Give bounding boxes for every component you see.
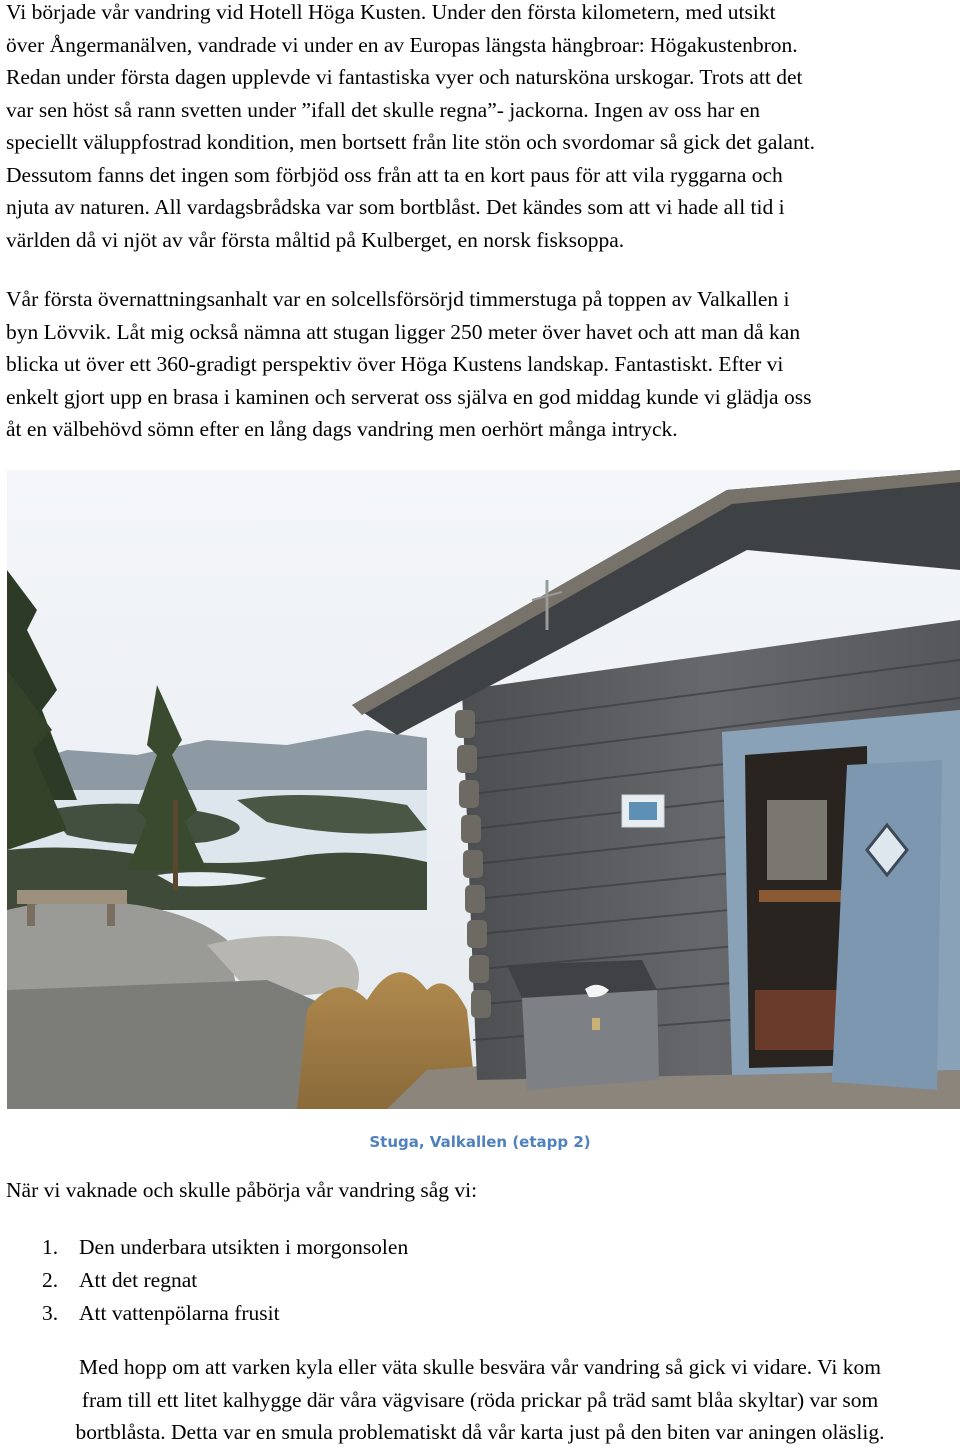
list-text: Att vattenpölarna frusit <box>79 1301 280 1325</box>
list-item <box>42 1297 408 1330</box>
text-line: Vi började vår vandring vid Hotell Höga Kusten. Under den första kilometern, med utsikt <box>6 0 776 24</box>
cabin-photo <box>7 470 960 1109</box>
text-line: njuta av naturen. All vardagsbrådska var som bortblåst. Det kändes som att vi hade all tid i <box>6 195 785 219</box>
list-text: Den underbara utsikten i morgonsolen <box>79 1235 409 1259</box>
text-line: Med hopp om att varken kyla eller väta skulle besvära vår vandring så gick vi vidare. Vi kom <box>79 1355 881 1379</box>
text-line: byn Lövvik. Låt mig också nämna att stugan ligger 250 meter över havet och att man då kan <box>6 319 801 344</box>
open-door <box>832 760 942 1090</box>
bench-leg <box>27 904 35 926</box>
text-line: blicka ut över ett 360-gradigt perspektiv över Höga Kustens landskap. Fantastiskt. Efter vi <box>6 352 784 376</box>
text-line: över Ångermanälven, vandrade vi under en av Europas längsta hängbroar: Högakustenbron. <box>6 32 798 57</box>
bench-seat <box>17 890 127 904</box>
wall-sign-image <box>629 802 657 820</box>
text-line: enkelt gjort upp en brasa i kaminen och serverat oss själva en god middag kunde vi glädja oss <box>6 384 812 409</box>
wooden-chest <box>522 990 659 1090</box>
text-line: bortblåsta. Detta var en smula problematiskt då vår karta just på den biten var aningen oläslig. <box>75 1420 885 1444</box>
list-intro: När vi vaknade och skulle påbörja vår vandring såg vi: <box>6 1178 478 1202</box>
list-text: Att det regnat <box>79 1268 198 1292</box>
text-line: Dessutom fanns det ingen som förbjöd oss från att ta en kort paus för att vila ryggarna och <box>6 162 783 187</box>
text-line: fram till ett litet kalhygge där våra vägvisare (röda prickar på träd samt blåa skyltar) var som <box>81 1387 879 1412</box>
paragraph-1 <box>6 0 956 256</box>
text-line: Redan under första dagen upplevde vi fantastiska vyer och natursköna urskogar. Trots att det <box>6 65 803 89</box>
list-number: 1. <box>42 1235 59 1259</box>
interior-table <box>759 890 849 902</box>
paragraph-2 <box>6 283 956 446</box>
list-number: 2. <box>42 1268 59 1292</box>
tree-trunk <box>173 800 178 890</box>
paragraph-3 <box>0 1351 960 1449</box>
list-item <box>42 1264 408 1297</box>
text-line: speciellt väluppfostrad kondition, men bortsett från lite stön och svordomar så gick det galant. <box>6 130 816 154</box>
text-line: var sen höst så rann svetten under ”ifall det skulle regna”- jackorna. Ingen av oss har en <box>6 97 761 122</box>
text-line: åt en välbehövd sömn efter en lång dags vandring men oerhört många intryck. <box>6 417 678 441</box>
bench-leg <box>107 904 115 926</box>
list-number: 3. <box>42 1301 59 1325</box>
interior-window <box>767 800 827 880</box>
text-line: Vår första övernattningsanhalt var en solcellsförsörjd timmerstuga på toppen av Valkallen i <box>6 287 790 311</box>
image-caption: Stuga, Valkallen (etapp 2) <box>369 1133 591 1151</box>
numbered-list <box>42 1231 408 1330</box>
padlock-icon <box>592 1018 600 1030</box>
text-line: världen då vi njöt av vår första måltid på Kulberget, en norsk fisksoppa. <box>6 227 625 252</box>
list-item <box>42 1231 408 1264</box>
